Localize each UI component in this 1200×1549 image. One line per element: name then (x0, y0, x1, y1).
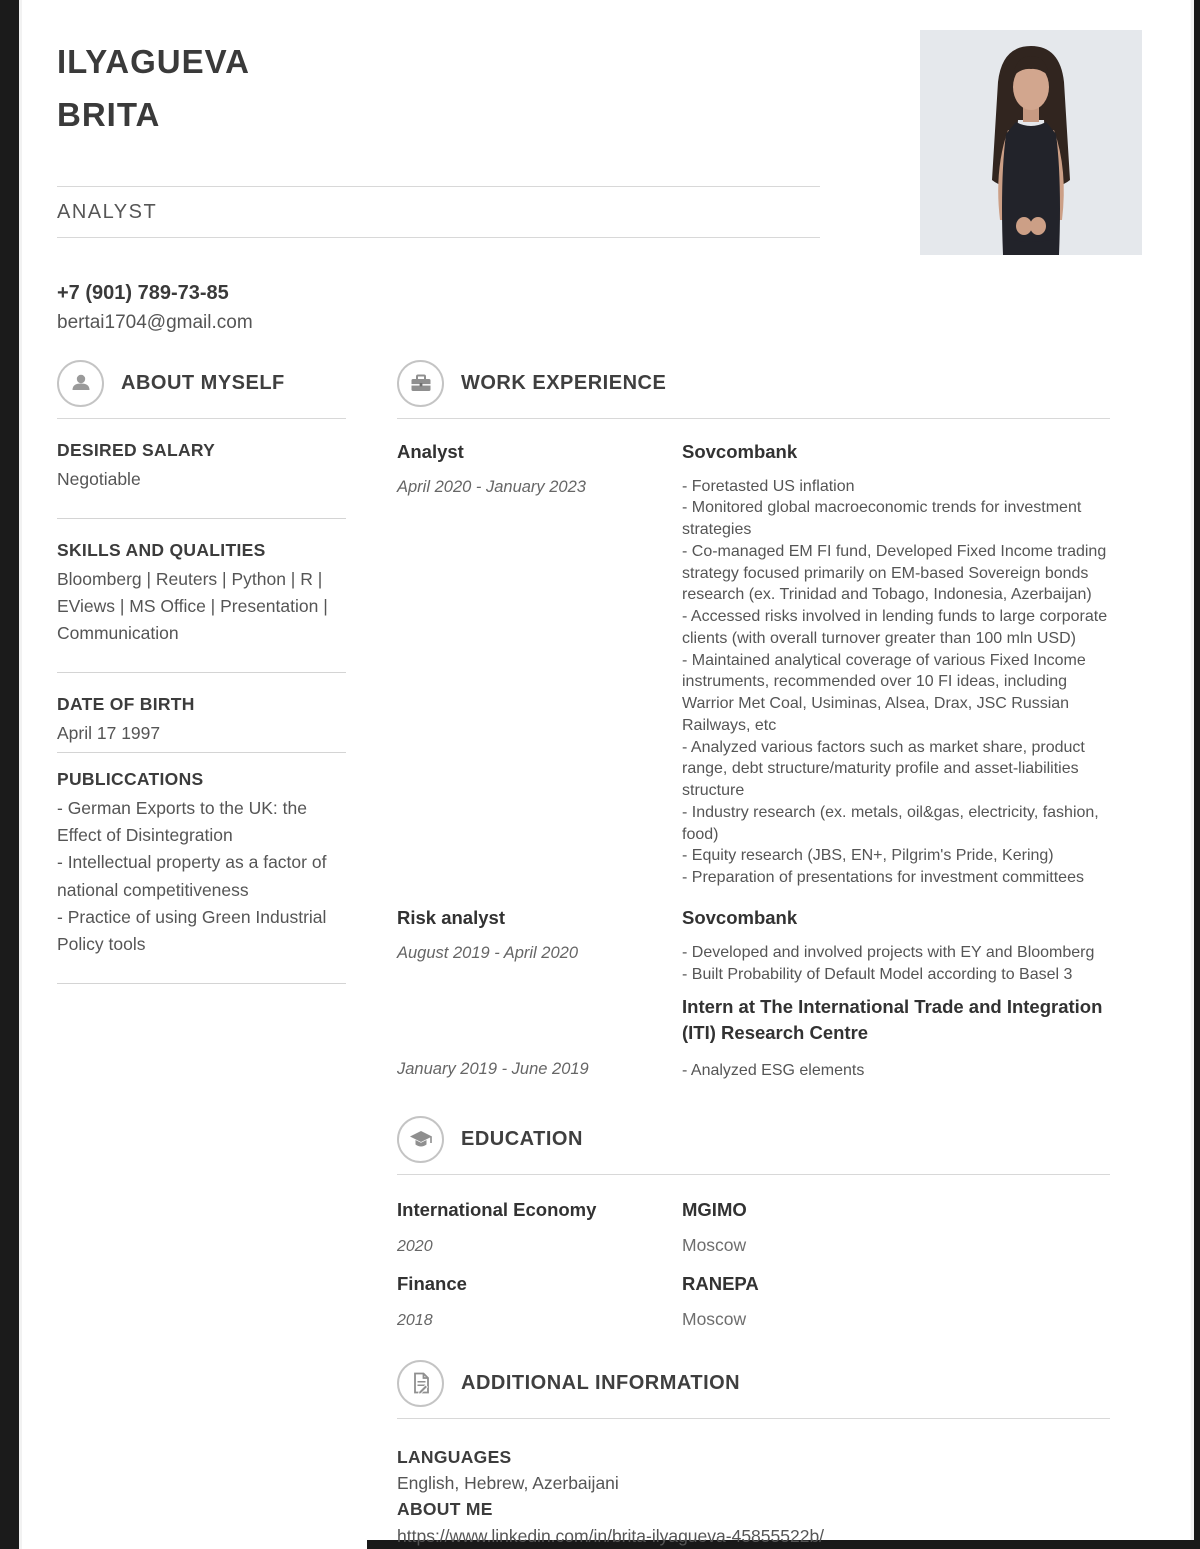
education-entry-row (397, 1199, 1110, 1221)
languages-value: English, Hebrew, Azerbaijani (397, 1473, 619, 1494)
education-title: EDUCATION (461, 1127, 583, 1150)
languages-label: LANGUAGES (397, 1446, 512, 1467)
email-address: bertai1704@gmail.com (57, 311, 253, 333)
list-item: - Practice of using Green Industrial Policy tools (57, 906, 327, 954)
publications-block (57, 753, 346, 984)
work-experience-section-header (397, 360, 1110, 419)
publications-list (57, 795, 346, 958)
education-school: MGIMO (682, 1198, 747, 1220)
right-column (397, 360, 1110, 1549)
education-school: RANEPA (682, 1272, 759, 1294)
date-of-birth-value: April 17 1997 (57, 723, 161, 744)
job-bullets (682, 942, 1110, 986)
about-myself-section-header (57, 360, 346, 419)
education-city: Moscow (682, 1308, 747, 1329)
job-title: Analyst (397, 440, 464, 462)
list-item: - Accessed risks involved in lending funds to large corporate clients (with overall turnover greater than 100 mln USD) (682, 608, 1108, 647)
date-of-birth-label: DATE OF BIRTH (57, 694, 195, 715)
job-entry-analyst (397, 441, 1110, 889)
education-program: International Economy (397, 1198, 597, 1220)
education-section-header (397, 1116, 1110, 1175)
page-right-border (1191, 0, 1200, 1549)
desired-salary-label: DESIRED SALARY (57, 439, 216, 460)
contact-block (57, 282, 1110, 334)
role-title: ANALYST (57, 200, 158, 223)
document-pencil-icon (397, 1360, 444, 1407)
education-list (397, 1199, 1110, 1330)
skills-label: SKILLS AND QUALITIES (57, 539, 266, 560)
briefcase-icon (397, 360, 444, 407)
list-item: - Analyzed ESG elements (682, 1062, 865, 1080)
work-experience-title: WORK EXPERIENCE (461, 371, 667, 394)
publications-label: PUBLICCATIONS (57, 769, 204, 790)
education-city: Moscow (682, 1234, 747, 1255)
list-item: - Monitored global macroeconomic trends for investment strategies (682, 499, 1082, 539)
resume-page (57, 0, 1110, 1549)
list-item: - German Exports to the UK: the Effect of Disintegration (57, 798, 307, 846)
education-year: 2020 (397, 1237, 433, 1255)
education-program: Finance (397, 1272, 467, 1294)
additional-information-body (397, 1444, 1110, 1549)
person-name-line2: BRITA (57, 95, 161, 133)
phone-number: +7 (901) 789-73-85 (57, 281, 229, 304)
additional-information-title: ADDITIONAL INFORMATION (461, 1371, 741, 1394)
list-item: - Built Probability of Default Model according to Basel 3 (682, 965, 1073, 983)
person-name-line1: ILYAGUEVA (57, 43, 251, 80)
job-dates: January 2019 - June 2019 (397, 1060, 589, 1079)
linkedin-link[interactable]: https://www.linkedin.com/in/brita-ilyagueva-45855522b/ (397, 1525, 825, 1546)
job-company: Sovcombank (682, 906, 798, 928)
about-myself-title: ABOUT MYSELF (121, 371, 285, 394)
list-item: - Intellectual property as a factor of national competitiveness (57, 852, 327, 900)
education-entry-row (397, 1235, 1110, 1256)
additional-information-section-header (397, 1360, 1110, 1419)
skills-block (57, 519, 346, 673)
list-item: - Maintained analytical coverage of various Fixed Income instruments, recommended over 10 FI ideas, including Warrior Met Coal, Usiminas, Alsea, Drax, JSC Russian Railways, etc (682, 651, 1086, 734)
job-bullets (682, 476, 1110, 889)
job-entry-intern (397, 985, 1110, 1082)
education-year: 2018 (397, 1311, 433, 1329)
job-dates: August 2019 - April 2020 (397, 943, 579, 962)
skills-value: Bloomberg | Reuters | Python | R | EViews | MS Office | Presentation | Communication (57, 568, 328, 643)
list-item: - Industry research (ex. metals, oil&gas, electricity, fashion, food) (682, 803, 1099, 843)
education-entry-row (397, 1309, 1110, 1330)
list-item: - Developed and involved projects with EY and Bloomberg (682, 943, 1095, 961)
date-of-birth-block (57, 673, 346, 753)
person-icon (57, 360, 104, 407)
list-item: - Equity research (JBS, EN+, Pilgrim's Pride, Kering) (682, 847, 1054, 865)
list-item: - Preparation of presentations for investment committees (682, 869, 1084, 887)
jobs-list (397, 441, 1110, 1082)
list-item: - Co-managed EM FI fund, Developed Fixed Income trading strategy focused primarily on EM-based Sovereign bonds research (ex. Trinidad and Tobago, Indonesia, Azerbaijan) (682, 542, 1107, 604)
education-entry-row (397, 1273, 1110, 1295)
desired-salary-value: Negotiable (57, 468, 141, 489)
profile-photo (920, 30, 1142, 255)
role-band (57, 186, 820, 238)
list-item: - Foretasted US inflation (682, 477, 855, 495)
graduation-cap-icon (397, 1116, 444, 1163)
list-item: - Analyzed various factors such as market share, product range, debt structure/maturity profile and asset-liabilities structure (682, 738, 1085, 800)
job-entry-risk-analyst (397, 907, 1110, 986)
job-bullets (682, 1060, 1110, 1082)
about-me-label: ABOUT ME (397, 1499, 493, 1520)
page-left-border (0, 0, 22, 1549)
desired-salary-block (57, 419, 346, 519)
job-title: Risk analyst (397, 906, 505, 928)
left-column (57, 360, 346, 1549)
job-company: Sovcombank (682, 440, 798, 462)
job-title: Intern at The International Trade and Integration (ITI) Research Centre (682, 996, 1103, 1044)
job-dates: April 2020 - January 2023 (397, 477, 586, 496)
